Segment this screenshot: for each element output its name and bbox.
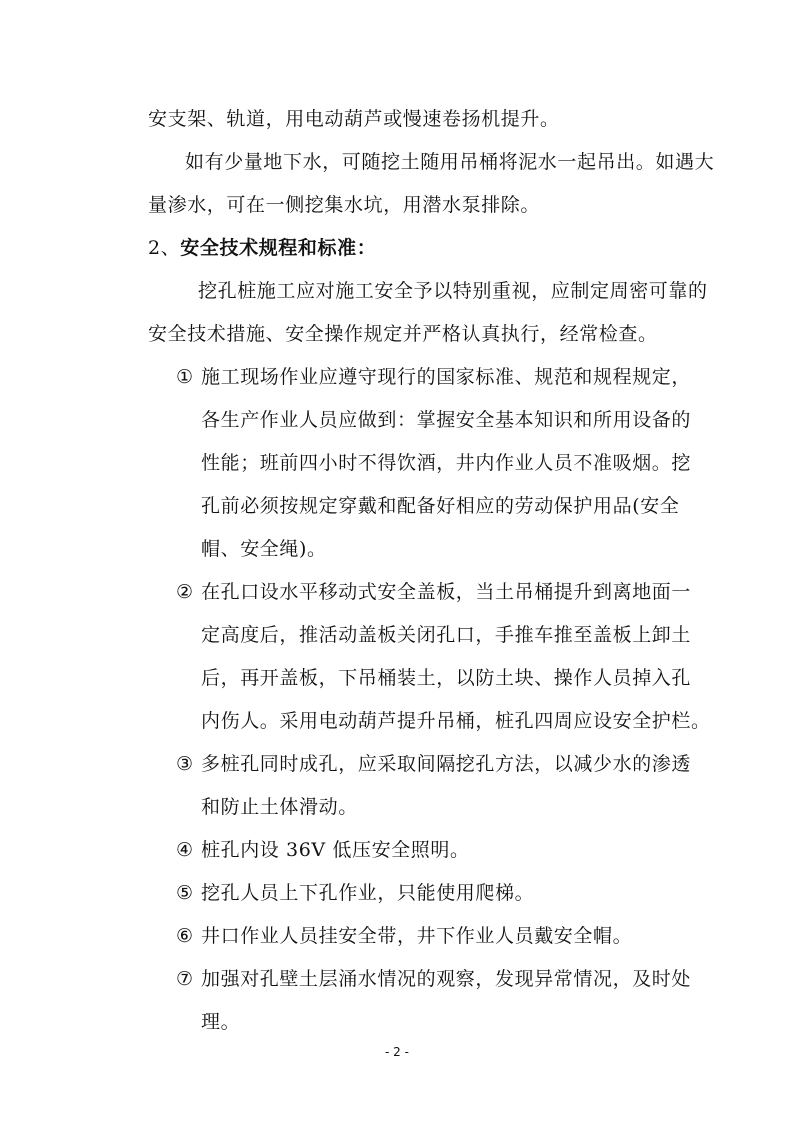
list-item-number: ⑤ [176, 882, 194, 904]
list-item-number: ⑦ [176, 968, 194, 990]
list-item-line: 加强对孔壁土层涌水情况的观察，发现异常情况，及时处 [201, 968, 692, 990]
section-title: 安全技术规程和标准： [180, 237, 377, 259]
list-item-line: 施工现场作业应遵守现行的国家标准、规范和规程规定， [201, 366, 692, 388]
list-item-line: 多桩孔同时成孔，应采取间隔挖孔方法，以减少水的渗透 [201, 753, 692, 775]
list-item-line: 内伤人。采用电动葫芦提升吊桶，桩孔四周应设安全护栏。 [201, 710, 711, 732]
paragraph-line: 如有少量地下水，可随挖土随用吊桶将泥水一起吊出。如遇大 [185, 151, 715, 173]
list-item-line: 和防止土体滑动。 [201, 796, 358, 818]
list-item-line: 在孔口设水平移动式安全盖板，当土吊桶提升到离地面一 [201, 581, 692, 603]
list-item-number: ⑥ [176, 925, 194, 947]
paragraph-line: 安支架、轨道，用电动葫芦或慢速卷扬机提升。 [148, 108, 560, 130]
list-item-number: ① [176, 366, 194, 388]
list-item-number: ④ [176, 839, 194, 861]
list-item-line: 井口作业人员挂安全带，井下作业人员戴安全帽。 [201, 925, 633, 947]
section-number: 2、 [148, 237, 181, 259]
list-item-line: 定高度后，推活动盖板关闭孔口，手推车推至盖板上卸土 [201, 624, 692, 646]
list-item-line: 理。 [201, 1011, 241, 1033]
list-item-line: 桩孔内设 36V 低压安全照明。 [201, 839, 470, 861]
paragraph-line: 量渗水，可在一侧挖集水坑，用潜水泵排除。 [148, 194, 541, 216]
list-item-line: 后，再开盖板，下吊桶装土，以防土块、操作人员掉入孔 [201, 667, 692, 689]
list-item-line: 孔前必须按规定穿戴和配备好相应的劳动保护用品(安全 [201, 495, 680, 517]
list-item-line: 性能；班前四小时不得饮酒，井内作业人员不准吸烟。挖 [201, 452, 692, 474]
paragraph-line: 安全技术措施、安全操作规定并严格认真执行，经常检查。 [148, 323, 658, 345]
list-item-line: 帽、安全绳)。 [201, 538, 327, 560]
list-item-line: 各生产作业人员应做到：掌握安全基本知识和所用设备的 [201, 409, 692, 431]
list-item-number: ③ [176, 753, 194, 775]
page-number: - 2 - [385, 1045, 409, 1059]
list-item-number: ② [176, 581, 194, 603]
paragraph-line: 挖孔桩施工应对施工安全予以特别重视，应制定周密可靠的 [198, 280, 708, 302]
section-heading [148, 236, 376, 260]
list-item-line: 挖孔人员上下孔作业，只能使用爬梯。 [201, 882, 535, 904]
